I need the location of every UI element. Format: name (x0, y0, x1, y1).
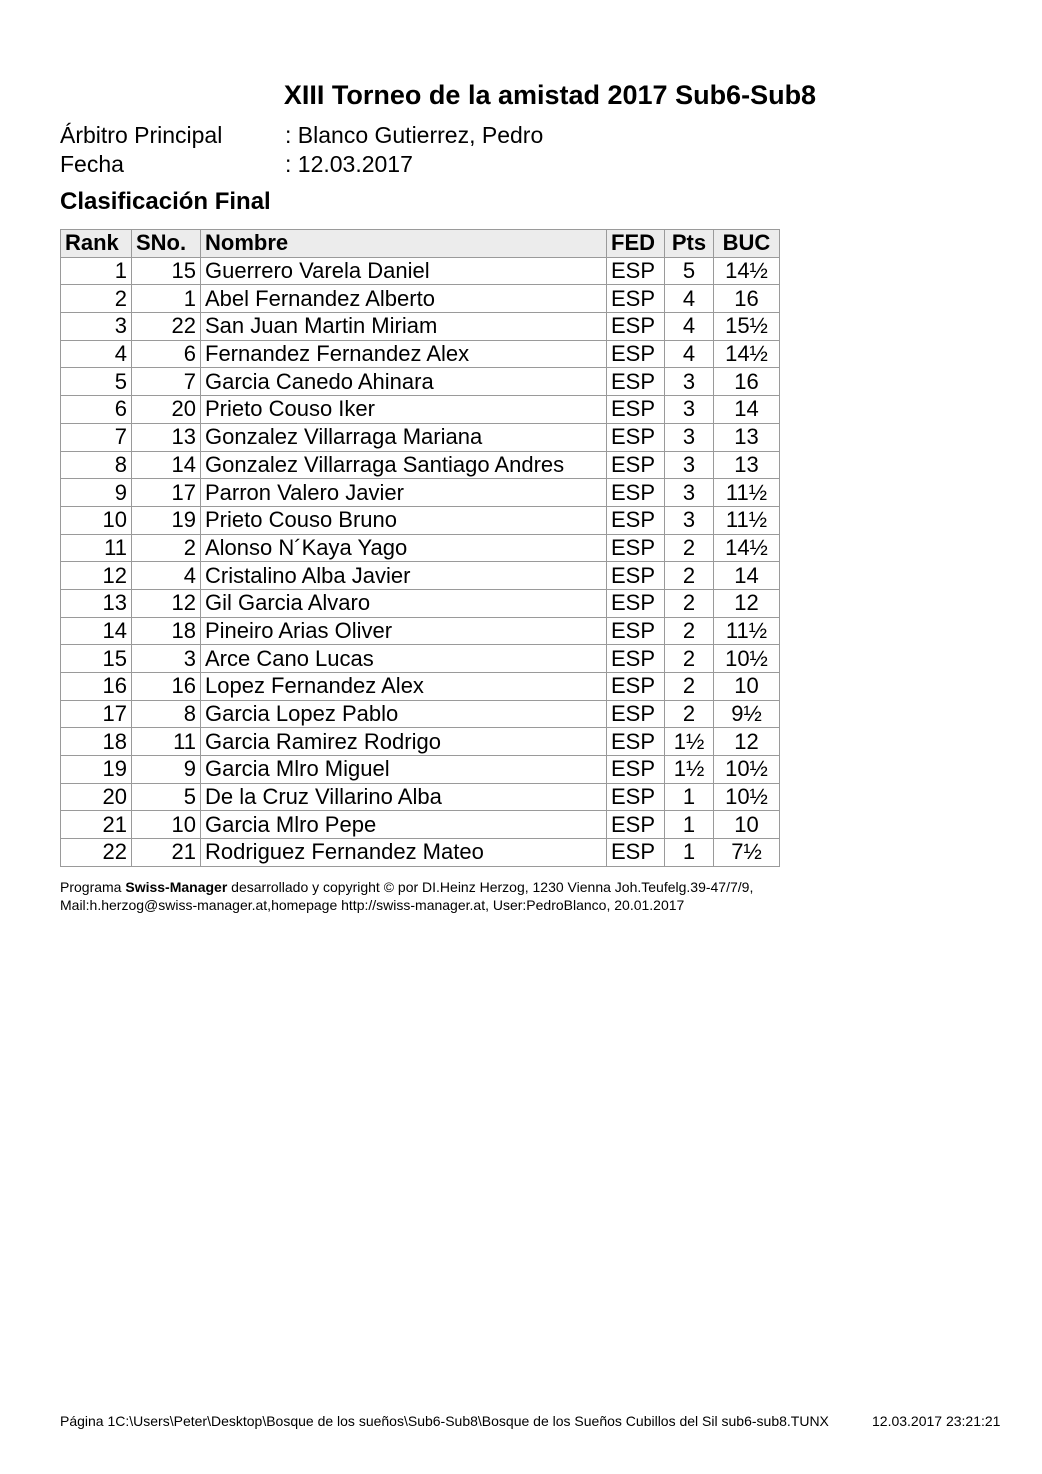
section-title: Clasificación Final (60, 188, 271, 215)
date-label: Fecha (60, 151, 124, 177)
table-row (61, 700, 780, 728)
cell-buc: 7½ (714, 839, 780, 867)
cell-sno: 17 (132, 479, 201, 507)
arbiter-row (60, 122, 543, 149)
page-footer (60, 1413, 1001, 1429)
cell-pts: 2 (665, 645, 714, 673)
cell-pts: 2 (665, 562, 714, 590)
cell-sno: 15 (132, 257, 201, 285)
cell-buc: 11½ (714, 617, 780, 645)
cell-fed: ESP (607, 839, 665, 867)
cell-sno: 13 (132, 423, 201, 451)
cell-buc: 14½ (714, 340, 780, 368)
cell-fed: ESP (607, 313, 665, 341)
cell-name: Abel Fernandez Alberto (201, 285, 607, 313)
table-row (61, 340, 780, 368)
cell-fed: ESP (607, 617, 665, 645)
header-rank: Rank (61, 230, 132, 258)
cell-sno: 14 (132, 451, 201, 479)
cell-pts: 4 (665, 313, 714, 341)
cell-sno: 16 (132, 673, 201, 701)
cell-fed: ESP (607, 673, 665, 701)
cell-fed: ESP (607, 340, 665, 368)
footer-line-2: Mail:h.herzog@swiss-manager.at,homepage http://swiss-manager.at, User:PedroBlanco, 20.01.2017 (60, 897, 685, 913)
cell-sno: 12 (132, 589, 201, 617)
cell-rank: 5 (61, 368, 132, 396)
table-row (61, 285, 780, 313)
table-header-row (61, 230, 780, 258)
table-row (61, 313, 780, 341)
cell-fed: ESP (607, 396, 665, 424)
cell-sno: 18 (132, 617, 201, 645)
cell-pts: 5 (665, 257, 714, 285)
cell-fed: ESP (607, 479, 665, 507)
cell-fed: ESP (607, 534, 665, 562)
cell-buc: 10½ (714, 756, 780, 784)
cell-rank: 2 (61, 285, 132, 313)
cell-pts: 1½ (665, 728, 714, 756)
cell-buc: 14 (714, 396, 780, 424)
cell-fed: ESP (607, 423, 665, 451)
cell-sno: 1 (132, 285, 201, 313)
cell-rank: 17 (61, 700, 132, 728)
cell-sno: 9 (132, 756, 201, 784)
document-title: XIII Torneo de la amistad 2017 Sub6-Sub8 (283, 80, 817, 110)
cell-fed: ESP (607, 506, 665, 534)
cell-buc: 16 (714, 285, 780, 313)
cell-rank: 6 (61, 396, 132, 424)
page-footer-path: Página 1C:\Users\Peter\Desktop\Bosque de los sueños\Sub6-Sub8\Bosque de los Sueños Cubillos del Sil sub6-sub8.TUNX (60, 1413, 829, 1429)
cell-sno: 4 (132, 562, 201, 590)
cell-name: Rodriguez Fernandez Mateo (201, 839, 607, 867)
table-row (61, 839, 780, 867)
cell-name: Prieto Couso Iker (201, 396, 607, 424)
cell-name: Lopez Fernandez Alex (201, 673, 607, 701)
cell-pts: 1 (665, 811, 714, 839)
cell-rank: 9 (61, 479, 132, 507)
cell-fed: ESP (607, 285, 665, 313)
cell-sno: 8 (132, 700, 201, 728)
cell-pts: 2 (665, 534, 714, 562)
cell-pts: 3 (665, 396, 714, 424)
cell-rank: 20 (61, 783, 132, 811)
cell-buc: 10 (714, 811, 780, 839)
cell-fed: ESP (607, 368, 665, 396)
table-row (61, 617, 780, 645)
table-row (61, 368, 780, 396)
program-footer (60, 878, 753, 914)
cell-buc: 12 (714, 589, 780, 617)
cell-buc: 9½ (714, 700, 780, 728)
cell-sno: 11 (132, 728, 201, 756)
cell-sno: 7 (132, 368, 201, 396)
cell-name: San Juan Martin Miriam (201, 313, 607, 341)
footer-line1-rest: desarrollado y copyright © por DI.Heinz Herzog, 1230 Vienna Joh.Teufelg.39-47/7/9, (227, 879, 754, 895)
cell-fed: ESP (607, 562, 665, 590)
cell-name: Fernandez Fernandez Alex (201, 340, 607, 368)
cell-name: Alonso N´Kaya Yago (201, 534, 607, 562)
cell-name: Cristalino Alba Javier (201, 562, 607, 590)
cell-name: Garcia Canedo Ahinara (201, 368, 607, 396)
cell-pts: 4 (665, 285, 714, 313)
cell-buc: 14½ (714, 257, 780, 285)
cell-fed: ESP (607, 728, 665, 756)
cell-rank: 21 (61, 811, 132, 839)
cell-fed: ESP (607, 700, 665, 728)
cell-sno: 6 (132, 340, 201, 368)
cell-pts: 3 (665, 423, 714, 451)
cell-pts: 4 (665, 340, 714, 368)
cell-buc: 14 (714, 562, 780, 590)
cell-rank: 3 (61, 313, 132, 341)
cell-buc: 11½ (714, 479, 780, 507)
header-sno: SNo. (132, 230, 201, 258)
header-name: Nombre (201, 230, 607, 258)
table-row (61, 534, 780, 562)
cell-fed: ESP (607, 257, 665, 285)
header-pts: Pts (665, 230, 714, 258)
cell-pts: 2 (665, 617, 714, 645)
cell-fed: ESP (607, 756, 665, 784)
cell-buc: 16 (714, 368, 780, 396)
cell-buc: 15½ (714, 313, 780, 341)
footer-line-1 (60, 878, 753, 896)
table-row (61, 257, 780, 285)
cell-fed: ESP (607, 783, 665, 811)
table-row (61, 673, 780, 701)
cell-rank: 19 (61, 756, 132, 784)
cell-sno: 5 (132, 783, 201, 811)
cell-rank: 4 (61, 340, 132, 368)
cell-pts: 2 (665, 700, 714, 728)
cell-buc: 10½ (714, 645, 780, 673)
cell-pts: 2 (665, 673, 714, 701)
cell-pts: 3 (665, 368, 714, 396)
cell-fed: ESP (607, 811, 665, 839)
date-value: : 12.03.2017 (285, 151, 413, 177)
standings-table (60, 229, 780, 867)
cell-pts: 1½ (665, 756, 714, 784)
cell-rank: 14 (61, 617, 132, 645)
cell-name: Parron Valero Javier (201, 479, 607, 507)
cell-name: Garcia Mlro Pepe (201, 811, 607, 839)
cell-sno: 3 (132, 645, 201, 673)
table-row (61, 728, 780, 756)
cell-rank: 1 (61, 257, 132, 285)
cell-pts: 3 (665, 479, 714, 507)
cell-fed: ESP (607, 451, 665, 479)
cell-sno: 20 (132, 396, 201, 424)
cell-name: Guerrero Varela Daniel (201, 257, 607, 285)
header-fed: FED (607, 230, 665, 258)
cell-name: Garcia Ramirez Rodrigo (201, 728, 607, 756)
cell-rank: 16 (61, 673, 132, 701)
cell-rank: 15 (61, 645, 132, 673)
arbiter-value: : Blanco Gutierrez, Pedro (285, 122, 544, 148)
cell-buc: 10 (714, 673, 780, 701)
table-row (61, 645, 780, 673)
cell-buc: 12 (714, 728, 780, 756)
cell-pts: 3 (665, 506, 714, 534)
cell-sno: 21 (132, 839, 201, 867)
table-row (61, 506, 780, 534)
cell-rank: 22 (61, 839, 132, 867)
cell-buc: 13 (714, 451, 780, 479)
cell-name: Pineiro Arias Oliver (201, 617, 607, 645)
cell-sno: 10 (132, 811, 201, 839)
table-row (61, 451, 780, 479)
cell-pts: 2 (665, 589, 714, 617)
cell-sno: 22 (132, 313, 201, 341)
table-row (61, 783, 780, 811)
page-footer-timestamp: 12.03.2017 23:21:21 (872, 1413, 1001, 1429)
cell-name: Gonzalez Villarraga Mariana (201, 423, 607, 451)
cell-name: De la Cruz Villarino Alba (201, 783, 607, 811)
table-row (61, 423, 780, 451)
cell-name: Gonzalez Villarraga Santiago Andres (201, 451, 607, 479)
arbiter-label: Árbitro Principal (60, 122, 223, 148)
footer-program-name: Swiss-Manager (125, 879, 228, 895)
cell-fed: ESP (607, 645, 665, 673)
table-row (61, 396, 780, 424)
table-row (61, 811, 780, 839)
cell-rank: 8 (61, 451, 132, 479)
cell-buc: 13 (714, 423, 780, 451)
cell-name: Gil Garcia Alvaro (201, 589, 607, 617)
cell-rank: 10 (61, 506, 132, 534)
cell-name: Arce Cano Lucas (201, 645, 607, 673)
cell-buc: 11½ (714, 506, 780, 534)
table-row (61, 562, 780, 590)
cell-name: Garcia Lopez Pablo (201, 700, 607, 728)
cell-buc: 10½ (714, 783, 780, 811)
cell-pts: 1 (665, 839, 714, 867)
footer-prefix: Programa (60, 879, 126, 895)
cell-fed: ESP (607, 589, 665, 617)
cell-rank: 7 (61, 423, 132, 451)
table-row (61, 479, 780, 507)
cell-rank: 11 (61, 534, 132, 562)
cell-name: Prieto Couso Bruno (201, 506, 607, 534)
table-row (61, 589, 780, 617)
cell-rank: 13 (61, 589, 132, 617)
cell-sno: 19 (132, 506, 201, 534)
cell-sno: 2 (132, 534, 201, 562)
header-buc: BUC (714, 230, 780, 258)
cell-name: Garcia Mlro Miguel (201, 756, 607, 784)
cell-buc: 14½ (714, 534, 780, 562)
cell-rank: 18 (61, 728, 132, 756)
date-row (60, 151, 413, 178)
cell-pts: 1 (665, 783, 714, 811)
table-row (61, 756, 780, 784)
cell-rank: 12 (61, 562, 132, 590)
cell-pts: 3 (665, 451, 714, 479)
